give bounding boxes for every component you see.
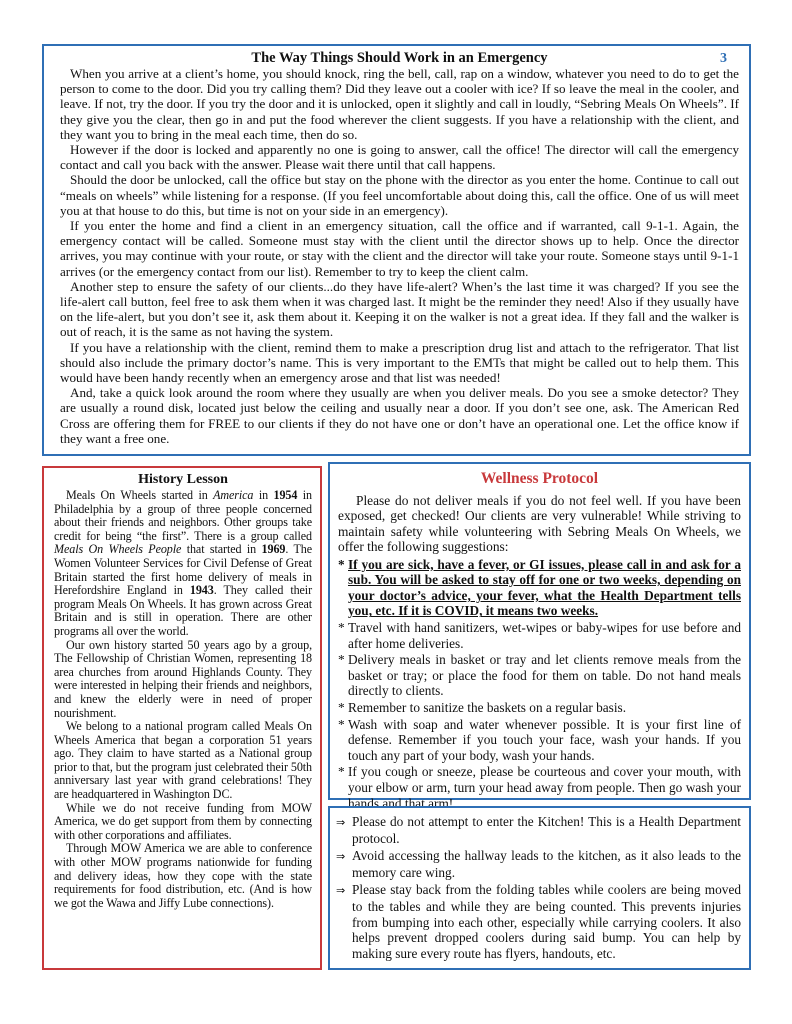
history-year-1969: 1969 bbox=[261, 542, 286, 557]
arrow-right-icon: ⇒ bbox=[336, 850, 346, 864]
history-text: Meals On Wheels started in bbox=[66, 488, 214, 502]
asterisk-bullet-icon: * bbox=[338, 556, 345, 572]
asterisk-bullet-icon: * bbox=[338, 652, 345, 668]
kitchen-note-1 bbox=[336, 814, 741, 846]
kitchen-note-text: Please stay back from the folding tables while coolers are being moved to the tables and while they are being counted. This prevents injuries from bumping into each other, especially while carrying coolers. It also helps prevent dropped coolers during said bump. You can help by making sure every route has flyers, handouts, etc. bbox=[352, 882, 741, 961]
wellness-intro: Please do not deliver meals if you do not feel well. If you have been exposed, get checked! Our clients are very vulnerable! While striving to maintain safety while volunteering with Sebring Meals On Wheels, we offer the following suggestions: bbox=[338, 493, 741, 555]
wellness-bullet-wash bbox=[338, 717, 741, 764]
kitchen-note-2 bbox=[336, 848, 741, 880]
wellness-bullet-delivery bbox=[338, 652, 741, 699]
asterisk-bullet-icon: * bbox=[338, 699, 345, 715]
history-title: History Lesson bbox=[138, 472, 228, 487]
wellness-section bbox=[328, 462, 751, 811]
kitchen-note-text: Avoid accessing the hallway leads to the kitchen, as it also leads to the memory care wing. bbox=[352, 848, 741, 880]
emergency-paragraph-2: However if the door is locked and apparently no one is going to answer, call the office! The director will call the emergency contact and call you back with the answer. Please wait there until that call happens. bbox=[60, 142, 739, 173]
asterisk-bullet-icon: * bbox=[338, 764, 345, 780]
wellness-bullet-text: If you are sick, have a fever, or GI issues, please call in and ask for a sub. You will be asked to stay off for one or two weeks, depending on your doctor’s advice, your fever, what the Health Department tells you, etc. If it is COVID, it means two weeks. bbox=[348, 556, 741, 619]
history-text: that started in bbox=[181, 542, 262, 557]
emergency-section bbox=[42, 44, 751, 456]
history-italic-mow-people: Meals On Wheels People bbox=[54, 542, 182, 557]
wellness-bullet-text: Wash with soap and water whenever possible. It is your first line of defense. Remember if you touch your face, wash your hands. If you touch any part of your body, wash your hands. bbox=[348, 716, 741, 763]
history-paragraph-1 bbox=[54, 489, 312, 639]
emergency-paragraph-4: If you enter the home and find a client in an emergency situation, call the office and if warranted, call 9-1-1. Again, the emergency contact will be called. Someone must stay with the client until the director shows up to help. Once the director arrives, you may continue with your route, or stay with the client and the director will take your route. Someone stays until 9-1-1 arrives (or the emergency contact from our list). Remember to try to keep the client calm. bbox=[60, 218, 739, 279]
wellness-bullet-text: Delivery meals in basket or tray and let clients remove meals from the basket or tray; or place the food for them on table. Do not hand meals directly to clients. bbox=[348, 652, 741, 699]
history-paragraph-5: Through MOW America we are able to conference with other MOW programs nationwide for funding and delivery ideas, how they cope with the state requirements for food distribution, etc. (And is how we got the Wawa and Jiffy Lube connections). bbox=[54, 841, 312, 910]
kitchen-note-text: Please do not attempt to enter the Kitchen! This is a Health Department protocol. bbox=[352, 814, 741, 846]
kitchen-note-3 bbox=[336, 882, 741, 961]
history-year-1943: 1943 bbox=[189, 583, 214, 598]
history-text: . They called their program Meals On Wheels. It has grown across Great Britain and is still in operation. There are other programs all over the world. bbox=[54, 583, 312, 638]
emergency-paragraph-6: If you have a relationship with the client, remind them to make a prescription drug list and attach to the refrigerator. That list should also include the primary doctor’s name. This is very important to the EMTs that might be called out to help them. This would have been handy recently when an emergency arose and that list was needed! bbox=[60, 339, 739, 386]
emergency-paragraph-7: And, take a quick look around the room where they usually are when you deliver meals. Do you see a smoke detector? They are usually a round disk, located just below the ceiling and usually near a door. If you don’t see one, ask. The American Red Cross are offering them for FREE to our clients if they do not have one or don’t have an operational one. Let the office know if they want a free one. bbox=[60, 385, 739, 446]
history-text: in bbox=[253, 488, 274, 502]
wellness-bullet-sick bbox=[338, 557, 741, 619]
emergency-paragraph-1: When you arrive at a client’s home, you should knock, ring the bell, call, rap on a window, whatever you need to do to get the person to come to the door. Did you try calling them? Did they leave out a cooler with ice? If so leave the meal in the cooler, and leave. If not, try the door. If you try the door and it is unlocked, open it slightly and call in loudly, “Sebring Meals On Wheels”. If they give you the clear, then go in and put the food wherever the client suggests. If you have a relationship with the client, and they want you to bring in the meal each time, then do so. bbox=[60, 66, 739, 142]
arrow-right-icon: ⇒ bbox=[336, 884, 346, 898]
history-paragraph-2: Our own history started 50 years ago by a group, The Fellowship of Christian Women, representing 18 area churches from around Highlands County. They were interested in helping their friends and neighbors, and knew the elderly were in need of proper nourishment. bbox=[54, 637, 312, 720]
history-text: . The Women Volunteer Services for Civil Defense of Great Britain started the first home delivery of meals in Herefordshire England in bbox=[54, 542, 312, 598]
kitchen-notes-section bbox=[328, 806, 751, 970]
page-number: 3 bbox=[720, 51, 727, 66]
wellness-bullet-sanitizers bbox=[338, 620, 741, 651]
history-paragraph-4: While we do not receive funding from MOW America, we do get support from them by connecting with other corporations and affiliates. bbox=[54, 800, 312, 842]
wellness-bullet-text: Remember to sanitize the baskets on a regular basis. bbox=[348, 699, 627, 715]
wellness-bullet-cough bbox=[338, 764, 741, 811]
emergency-paragraph-3: Should the door be unlocked, call the office but stay on the phone with the director as you enter the home. Continue to call out “meals on wheels” while listening for a response. (If you feel uncomfortable about doing this, call the office. One of us will meet you at that house to do this, but time is not on your side in an emergency). bbox=[60, 172, 739, 218]
emergency-title: The Way Things Should Work in an Emergency bbox=[251, 50, 548, 66]
emergency-paragraph-5: Another step to ensure the safety of our clients...do they have life-alert? When’s the last time it was charged? If you see the life-alert call button, feel free to ask them when it was charged last. It might be the reminder they need! Also if they usually have on the life-alert, but you don’t see it, ask them about it. Keeping it on the walker is not a great idea. If they fall and the walker is out of reach, it is the same as not having the system. bbox=[60, 278, 739, 340]
asterisk-bullet-icon: * bbox=[338, 716, 345, 732]
wellness-title: Wellness Protocol bbox=[480, 470, 599, 487]
wellness-bullet-baskets bbox=[338, 700, 741, 716]
wellness-bullet-text: If you cough or sneeze, please be courteous and cover your mouth, with your elbow or arm, turn your head away from people. Then go wash your hands and that arm! bbox=[348, 764, 741, 811]
arrow-right-icon: ⇒ bbox=[336, 816, 346, 829]
history-section bbox=[42, 466, 322, 970]
history-year-1954: 1954 bbox=[273, 488, 298, 502]
history-italic-america: America bbox=[213, 488, 254, 502]
history-text: in Philadelphia by a group of three people concerned about their friends and neighbors. Other groups take credit for being “the first”. There is a group called bbox=[54, 488, 312, 543]
asterisk-bullet-icon: * bbox=[338, 620, 345, 635]
wellness-bullet-text: Travel with hand sanitizers, wet-wipes or baby-wipes for use before and after home deliveries. bbox=[348, 620, 741, 651]
history-paragraph-3: We belong to a national program called Meals On Wheels America that began a corporation 51 years ago. They claim to have started as a National group prior to that, but the program just celebrated their 50th anniversary last year with grand celebrations! They are headquartered in Washington DC. bbox=[54, 719, 312, 802]
